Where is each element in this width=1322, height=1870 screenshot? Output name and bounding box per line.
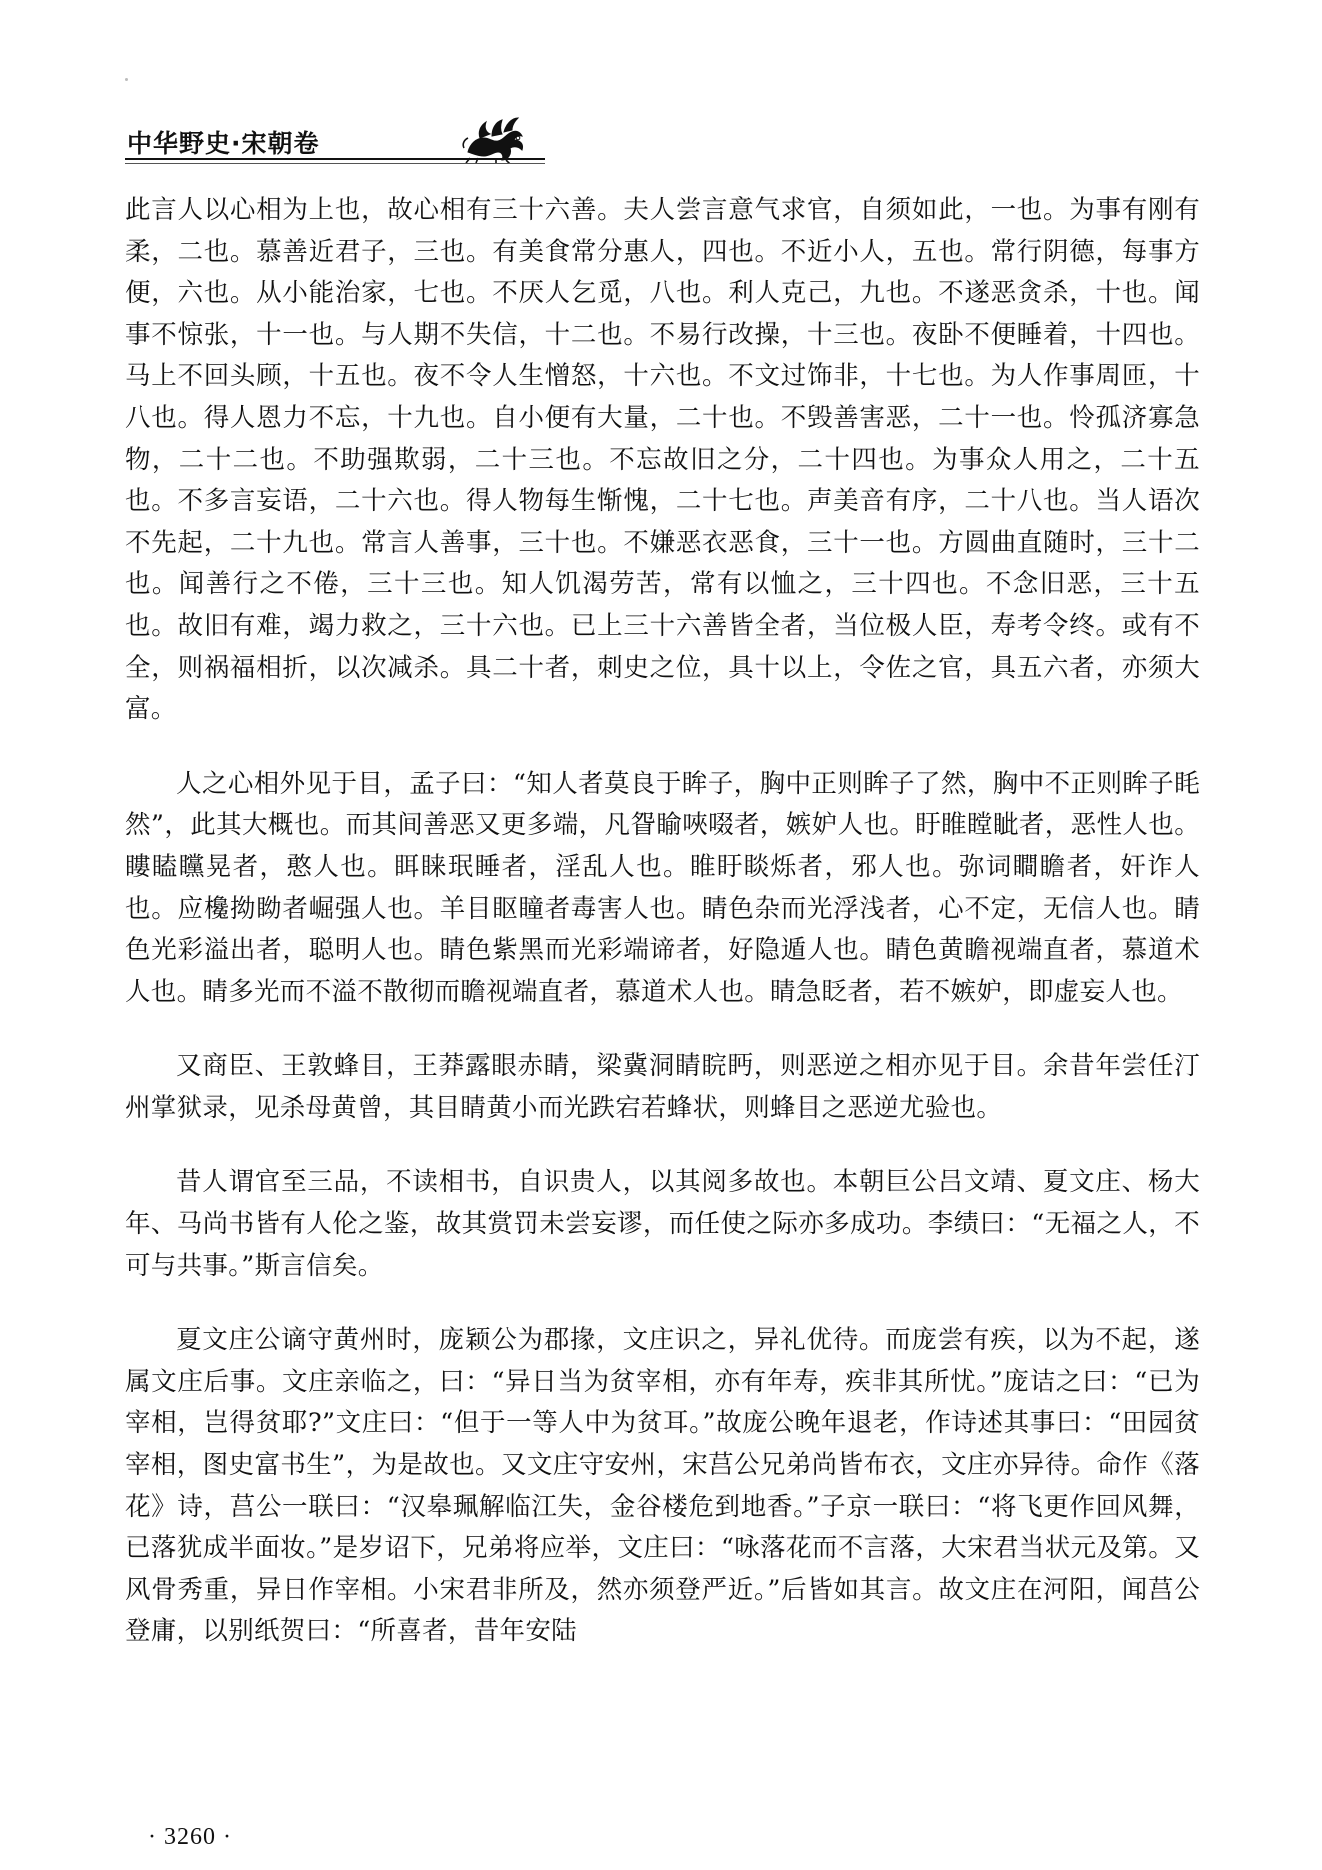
paragraph-thirty-six-virtues: 此言人以心相为上也，故心相有三十六善。夫人尝言意气求官，自须如此，一也。为事有刚有柔，二也。慕善近君子，三也。有美食常分惠人，四也。不近小人，五也。常行阴德，每事方便，六也。从小能治家，七也。不厌人乞觅，八也。利人克己，九也。不遂恶贪杀，十也。闻事不惊张，十一也。与人期不失信，十二也。不易行改操，十三也。夜卧不便睡着，十四也。马上不回头顾，十五也。夜不令人生憎怒，十六也。不文过饰非，十七也。为人作事周匝，十八也。得人恩力不忘，十九也。自小便有大量，二十也。不毁善害恶，二十一也。怜孤济寡急物，二十二也。不助强欺弱，二十三也。不忘故旧之分，二十四也。为事众人用之，二十五也。不多言妄语，二十六也。得人物每生惭愧，二十七也。声美音有序，二十八也。当人语次不先起，二十九也。常言人善事，三十也。不嫌恶衣恶食，三十一也。方圆曲直随时，三十二也。闻善行之不倦，三十三也。知人饥渴劳苦，常有以恤之，三十四也。不念旧恶，三十五也。故旧有难，竭力救之，三十六也。已上三十六善皆全者，当位极人臣，寿考令终。或有不全，则祸福相折，以次减杀。具二十者，刺史之位，具十以上，令佐之官，具五六者，亦须大富。 (125, 195, 1200, 725)
page-speck (125, 78, 128, 81)
header-rule-thin (125, 163, 545, 164)
body-text (125, 190, 1200, 1653)
paragraph-eyes-reveal-heart: 人之心相外见于目，孟子曰：“知人者莫良于眸子，胸中正则眸子了然，胸中不正则眸子眊然”，此其大概也。而其间善恶又更多端，凡眢睮唊啜者，嫉妒人也。盱睢瞠眦者，恶性人也。瞜瞌矘晃者，憨人也。眲睐珉睡者，淫乱人也。睢盱睒烁者，邪人也。弥词瞷瞻者，奸诈人也。应欃拗眑者崛强人也。羊目眍瞳者毒害人也。睛色杂而光浮浅者，心不定，无信人也。睛色光彩溢出者，聪明人也。睛色紫黑而光彩端谛者，好隐遁人也。睛色黄瞻视端直者，慕道术人也。睛多光而不溢不散彻而瞻视端直者，慕道术人也。睛急眨者，若不嫉妒，即虚妄人也。 (125, 768, 1200, 1007)
running-header (125, 104, 1185, 162)
dragon-emblem-icon (460, 108, 530, 164)
header-rule-thick (125, 158, 545, 160)
paragraph-bee-eyes: 又商臣、王敦蜂目，王莽露眼赤睛，梁冀洞睛睆眄，则恶逆之相亦见于目。余昔年尝任汀州掌狱录，见杀母黄曾，其目睛黄小而光跌宕若蜂状，则蜂目之恶逆尤验也。 (125, 1051, 1200, 1123)
running-title: 中华野史·宋朝卷 (127, 129, 320, 158)
paragraph-judging-people: 昔人谓官至三品，不读相书，自识贵人，以其阅多故也。本朝巨公吕文靖、夏文庄、杨大年、马尚书皆有人伦之鉴，故其赏罚未尝妄谬，而任使之际亦多成功。李绩曰：“无福之人，不可与共事。”斯言信矣。 (125, 1167, 1200, 1281)
page-number: · 3260 · (148, 1824, 232, 1850)
paragraph-xia-wenzhuang: 夏文庄公谪守黄州时，庞颖公为郡掾，文庄识之，异礼优待。而庞尝有疾，以为不起，遂属文庄后事。文庄亲临之，曰：“异日当为贫宰相，亦有年寿，疾非其所忧。”庞诘之曰：“已为宰相，岂得贫耶?”文庄曰：“但于一等人中为贫耳。”故庞公晚年退老，作诗述其事曰：“田园贫宰相，图史富书生”，为是故也。又文庄守安州，宋莒公兄弟尚皆布衣，文庄亦异待。命作《落花》诗，莒公一联曰：“汉皋珮解临江失，金谷楼危到地香。”子京一联曰：“将飞更作回风舞，已落犹成半面妆。”是岁诏下，兄弟将应举，文庄曰：“咏落花而不言落，大宋君当状元及第。又风骨秀重，异日作宰相。小宋君非所及，然亦须登严近。”后皆如其言。故文庄在河阳，闻莒公登庸，以别纸贺曰：“所喜者，昔年安陆 (125, 1325, 1200, 1647)
